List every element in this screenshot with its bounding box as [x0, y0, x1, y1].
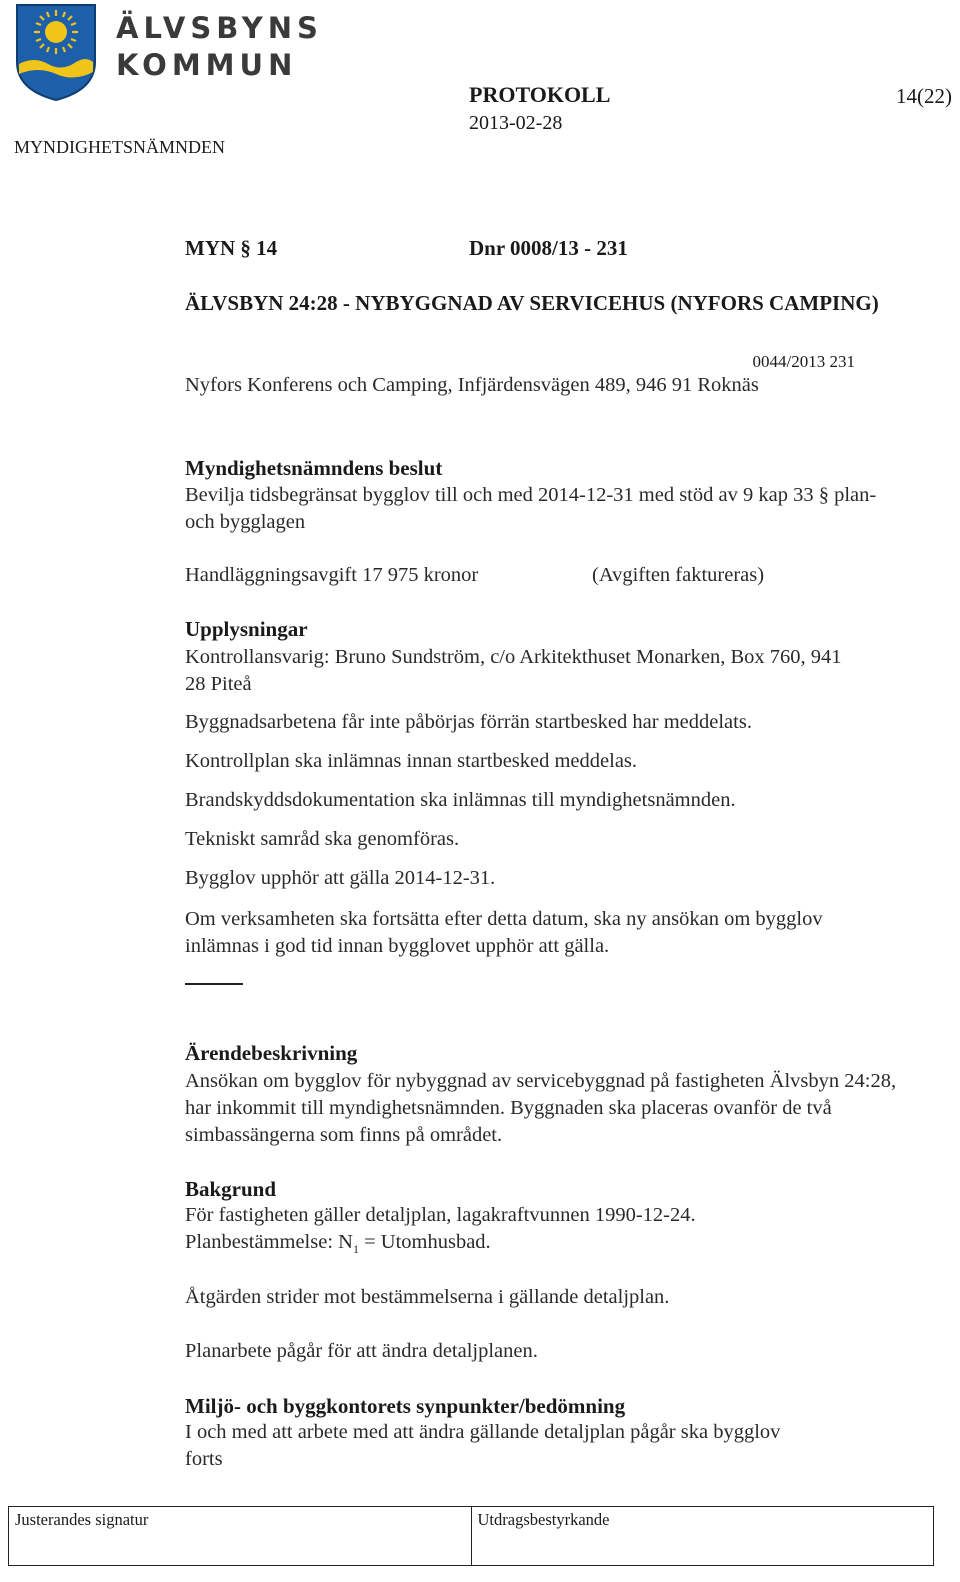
background-line: Planarbete pågår för att ändra detaljplanen. [185, 1340, 538, 1362]
signature-footer [8, 1506, 934, 1566]
info-line: Brandskyddsdokumentation ska inlämnas till myndighetsnämnden. [185, 789, 736, 811]
case-number: Dnr 0008/13 - 231 [469, 236, 628, 260]
item-title: ÄLVSBYN 24:28 - NYBYGGNAD AV SERVICEHUS (NYFORS CAMPING) [185, 291, 879, 315]
municipality-logo [14, 2, 98, 102]
plan-regulation-subscript: 1 [352, 1242, 359, 1257]
background-line: Åtgärden strider mot bestämmelserna i gällande detaljplan. [185, 1286, 670, 1308]
plan-regulation-prefix: Planbestämmelse: N [185, 1231, 353, 1253]
signature-cell[interactable] [9, 1507, 471, 1565]
signature-label: Justerandes signatur [15, 1510, 149, 1529]
fee-label: Handläggningsavgift 17 975 kronor [185, 564, 479, 586]
org-name-line2: KOMMUN [116, 48, 298, 82]
reference-number: 0044/2013 231 [752, 352, 855, 371]
org-name-line1: ÄLVSBYNS [116, 11, 323, 45]
control-responsible: Kontrollansvarig: Bruno Sundström, c/o Arkitekthuset Monarken, Box 760, 941 28 Piteå [185, 646, 842, 695]
assessment-text: I och med att arbete med att ändra gällande detaljplan pågår ska bygglov [185, 1421, 781, 1443]
fee-note: (Avgiften faktureras) [592, 564, 765, 586]
description-heading: Ärendebeskrivning [185, 1041, 358, 1065]
document-date: 2013-02-28 [469, 112, 563, 134]
document-type: PROTOKOLL [469, 82, 611, 107]
background-heading: Bakgrund [185, 1177, 277, 1201]
info-continuation: Om verksamheten ska fortsätta efter detta datum, ska ny ansökan om bygglov inlämnas i god tid innan bygglovet upphör att gälla. [185, 908, 823, 957]
page-number: 14(22) [896, 84, 952, 108]
info-line: Tekniskt samråd ska genomföras. [185, 828, 460, 850]
info-line: Bygglov upphör att gälla 2014-12-31. [185, 867, 496, 889]
background-line: För fastigheten gäller detaljplan, lagakraftvunnen 1990-12-24. [185, 1204, 696, 1226]
coat-of-arms-sun-icon [14, 2, 98, 102]
description-text: Ansökan om bygglov för nybyggnad av servicebyggnad på fastigheten Älvsbyn 24:28, har inkommit till myndighetsnämnden. Byggnaden ska placeras ovanför de två simbassängerna som finns på området. [185, 1070, 897, 1146]
certification-label: Utdragsbestyrkande [477, 1510, 610, 1529]
decision-text: Bevilja tidsbegränsat bygglov till och med 2014-12-31 med stöd av 9 kap 33 § plan- och bygglagen [185, 484, 877, 533]
info-line: Kontrollplan ska inlämnas innan startbesked meddelas. [185, 750, 638, 772]
info-heading: Upplysningar [185, 617, 308, 641]
department-name: MYNDIGHETSNÄMNDEN [14, 137, 225, 157]
continues-marker: forts [185, 1448, 223, 1470]
divider [185, 983, 243, 985]
item-number: MYN § 14 [185, 236, 278, 260]
certification-cell[interactable] [471, 1507, 934, 1565]
assessment-heading: Miljö- och byggkontorets synpunkter/bedömning [185, 1394, 626, 1418]
plan-regulation [185, 1231, 491, 1257]
decision-heading: Myndighetsnämndens beslut [185, 456, 443, 480]
plan-regulation-suffix: = Utomhusbad. [358, 1231, 491, 1253]
info-line: Byggnadsarbetena får inte påbörjas förrän startbesked har meddelats. [185, 711, 752, 733]
address: Nyfors Konferens och Camping, Infjärdensvägen 489, 946 91 Roknäs [185, 374, 759, 396]
